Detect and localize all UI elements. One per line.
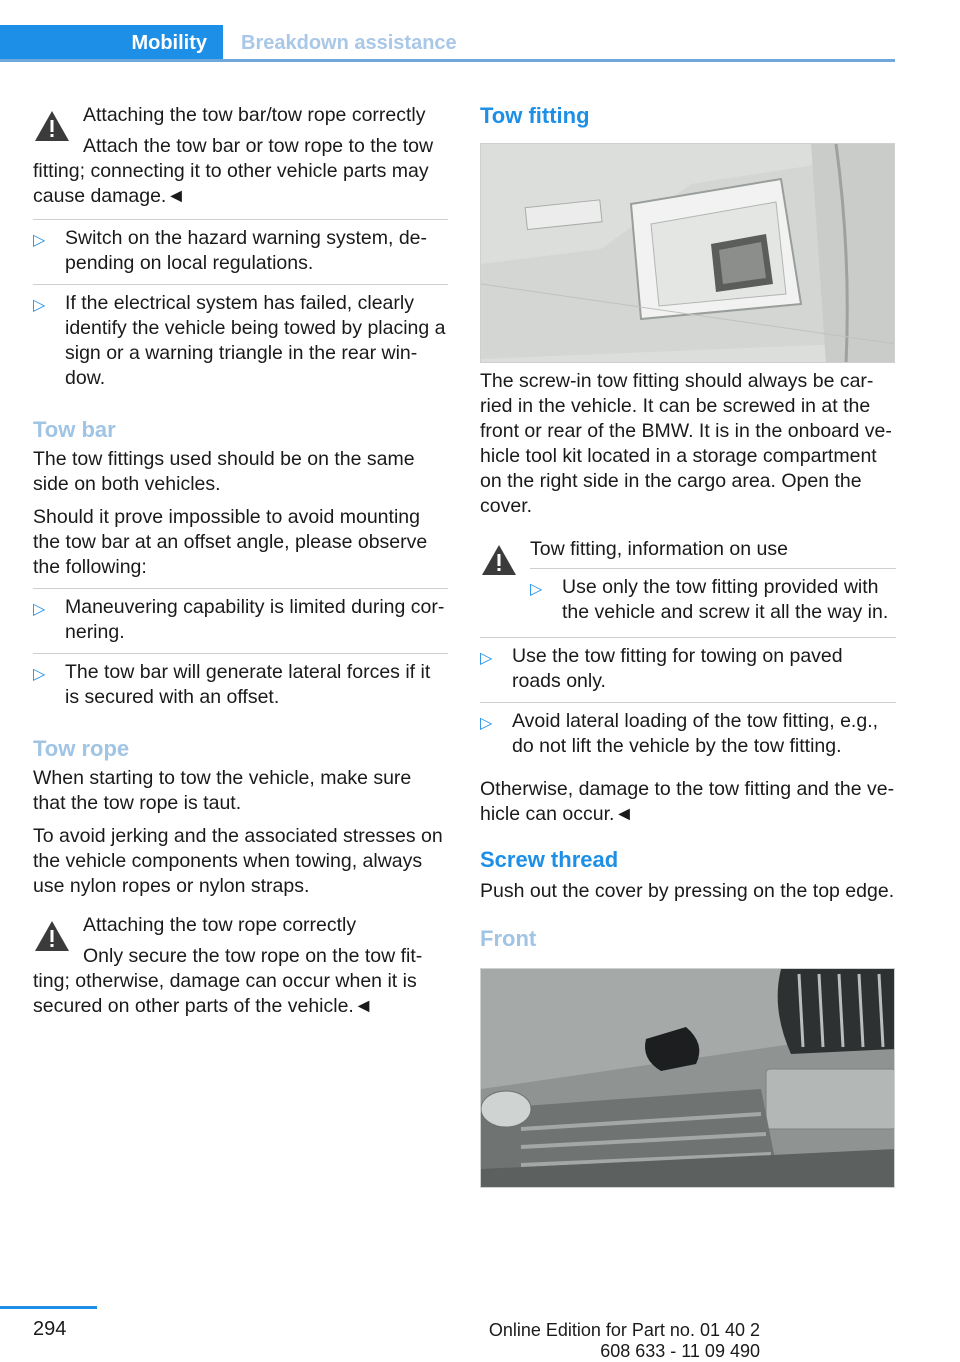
list-item-text: The tow bar will generate lateral forces if it is secured with an offset. (65, 661, 431, 708)
list-item-text: Use only the tow fitting provided with the vehicle and screw it all the way in. (562, 576, 889, 623)
cargo-compartment-illustration (480, 143, 895, 363)
front-bumper-image (481, 969, 895, 1188)
triangle-bullet-icon: ▷ (530, 581, 543, 598)
paragraph: Should it prove impossible to avoid mounting the tow bar at an offset angle, please observe the following: (33, 506, 428, 578)
heading-tow-bar: Tow bar (33, 417, 116, 442)
triangle-bullet-icon: ▷ (480, 715, 493, 732)
list-item-text: Avoid lateral loading of the tow fitting, e.g., do not lift the vehicle by the tow fitting. (512, 710, 879, 757)
paragraph: The screw-in tow fitting should always be carried in the vehicle. It can be screwed in at the front or rear of the BMW. It is in the onboard vehicle tool kit located in a storage compartment on the right side in the cargo area. Open the cover. (480, 370, 892, 517)
bullet-list (530, 568, 896, 633)
bullet-list (33, 219, 448, 399)
left-column (33, 103, 448, 1029)
list-item-text: Switch on the hazard warning system, depending on local regulations. (65, 227, 428, 274)
front-bumper-illustration (480, 968, 895, 1188)
paragraph: When starting to tow the vehicle, make sure that the tow rope is taut. (33, 767, 412, 814)
note-body: Attach the tow bar or tow rope to the tow fitting; connecting it to other vehicle parts may cause damage.◄ (33, 135, 434, 207)
footer-rule (0, 1306, 97, 1309)
list-item (480, 638, 896, 702)
warning-triangle-icon (33, 919, 71, 953)
list-item (33, 653, 448, 718)
bullet-list (33, 588, 448, 718)
triangle-bullet-icon: ▷ (33, 232, 46, 249)
triangle-bullet-icon: ▷ (33, 297, 46, 314)
warning-triangle-icon (33, 109, 71, 143)
right-column (480, 103, 896, 1188)
warning-triangle-icon (480, 543, 518, 577)
header-rule (0, 59, 895, 62)
list-item-text: Maneuvering capability is limited during cornering. (65, 596, 445, 643)
heading-screw-thread: Screw thread (480, 847, 619, 872)
list-item (33, 220, 448, 284)
chapter-tab: Mobility (0, 25, 223, 62)
warning-note (33, 103, 448, 209)
list-item (530, 569, 896, 633)
page-number: 294 (33, 1318, 67, 1340)
paragraph: The tow fittings used should be on the same side on both vehicles. (33, 448, 415, 495)
heading-front: Front (480, 926, 537, 951)
list-item-text: Use the tow fitting for towing on paved roads only. (512, 645, 843, 692)
note-title: Tow fitting, information on use (530, 538, 788, 560)
list-item (33, 284, 448, 399)
note-body: Only secure the tow rope on the tow fitting; otherwise, damage can occur when it is secured on other parts of the vehicle.◄ (33, 945, 423, 1017)
bullet-list (480, 637, 896, 767)
list-item (480, 702, 896, 767)
list-item (33, 589, 448, 653)
triangle-bullet-icon: ▷ (33, 666, 46, 683)
warning-note (480, 537, 896, 633)
edition-text: Online Edition for Part no. 01 40 2 608 633 - 11 09 490 (488, 1320, 760, 1361)
triangle-bullet-icon: ▷ (480, 650, 493, 667)
triangle-bullet-icon: ▷ (33, 601, 46, 618)
heading-tow-fitting: Tow fitting (480, 103, 590, 128)
paragraph: To avoid jerking and the associated stresses on the vehicle components when towing, always use nylon ropes or nylon straps. (33, 825, 443, 897)
paragraph: Push out the cover by pressing on the top edge. (480, 880, 895, 902)
paragraph: Otherwise, damage to the tow fitting and the vehicle can occur.◄ (480, 778, 895, 825)
note-title: Attaching the tow bar/tow rope correctly (83, 104, 426, 126)
cargo-compartment-image (481, 144, 895, 363)
heading-tow-rope: Tow rope (33, 736, 130, 761)
warning-note (33, 913, 448, 1019)
list-item-text: If the electrical system has failed, clearly identify the vehicle being towed by placing a sign or a warning triangle in the rear window. (65, 292, 446, 389)
note-title: Attaching the tow rope correctly (83, 914, 357, 936)
section-title: Breakdown assistance (241, 32, 457, 54)
